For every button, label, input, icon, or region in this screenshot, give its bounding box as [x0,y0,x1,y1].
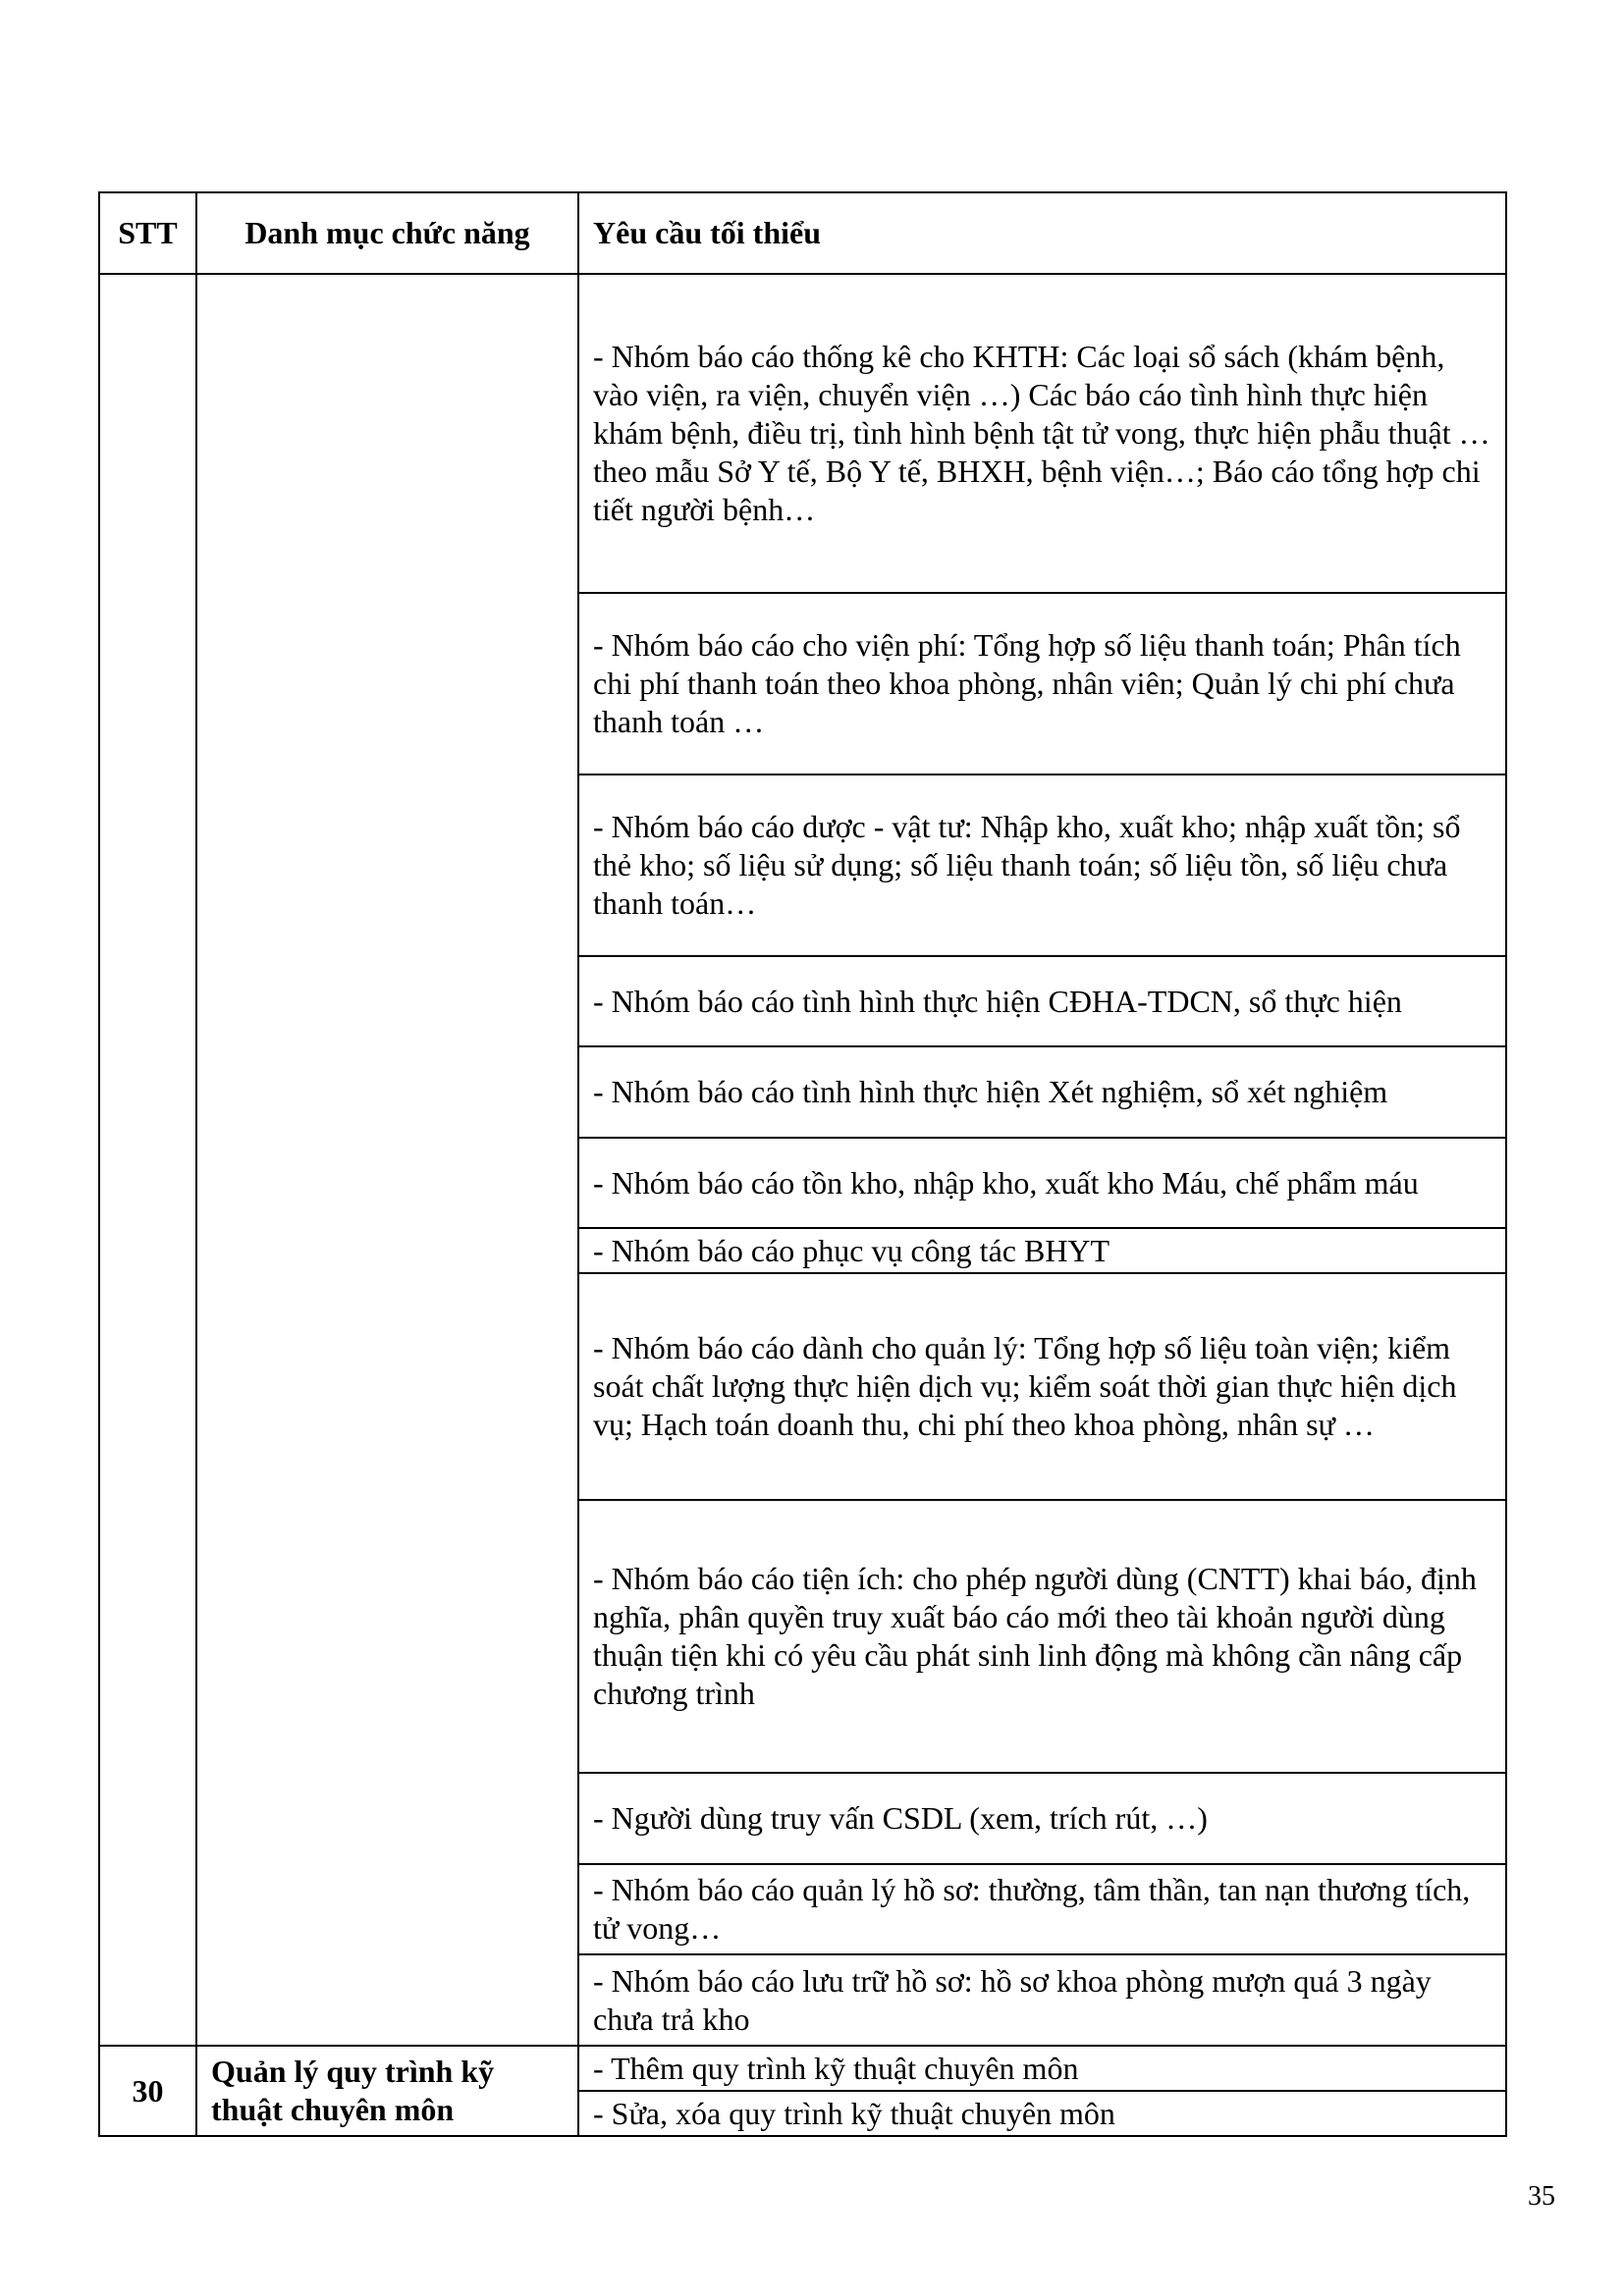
requirement-cell: - Nhóm báo cáo thống kê cho KHTH: Các loại sổ sách (khám bệnh, vào viện, ra viện, chuyển viện …) Các báo cáo tình hình thực hiện khám bệnh, điều trị, tình hình bệnh tật tử vong, thực hiện phẫu thuật …theo mẫu Sở Y tế, Bộ Y tế, BHXH, bệnh viện…; Báo cáo tổng hợp chi tiết người bệnh… [578,274,1506,593]
requirement-cell: - Nhóm báo cáo tình hình thực hiện Xét nghiệm, sổ xét nghiệm [578,1046,1506,1138]
requirement-cell: - Nhóm báo cáo quản lý hồ sơ: thường, tâm thần, tan nạn thương tích, tử vong… [578,1864,1506,1954]
page-number: 35 [1528,2181,1555,2212]
requirement-cell: - Nhóm báo cáo tồn kho, nhập kho, xuất kho Máu, chế phẩm máu [578,1138,1506,1228]
requirement-cell: - Nhóm báo cáo tiện ích: cho phép người dùng (CNTT) khai báo, định nghĩa, phân quyền truy xuất báo cáo mới theo tài khoản người dùng thuận tiện khi có yêu cầu phát sinh linh động mà không cần nâng cấp chương trình [578,1500,1506,1773]
requirement-cell: - Nhóm báo cáo cho viện phí: Tổng hợp số liệu thanh toán; Phân tích chi phí thanh toán theo khoa phòng, nhân viên; Quản lý chi phí chưa thanh toán … [578,593,1506,774]
table-row [99,274,1506,593]
requirement-cell: - Nhóm báo cáo tình hình thực hiện CĐHA-TDCN, sổ thực hiện [578,956,1506,1046]
header-requirements: Yêu cầu tối thiểu [578,192,1506,274]
requirement-cell: - Nhóm báo cáo lưu trữ hồ sơ: hồ sơ khoa phòng mượn quá 3 ngày chưa trả kho [578,1954,1506,2046]
header-stt: STT [99,192,196,274]
continued-function-cell [196,274,578,2046]
requirements-table [98,191,1507,2137]
requirement-cell: - Nhóm báo cáo dược - vật tư: Nhập kho, xuất kho; nhập xuất tồn; sổ thẻ kho; số liệu sử dụng; số liệu thanh toán; số liệu tồn, số liệu chưa thanh toán… [578,774,1506,956]
continued-stt-cell [99,274,196,2046]
item-30-function: Quản lý quy trình kỹ thuật chuyên môn [196,2046,578,2136]
header-function: Danh mục chức năng [196,192,578,274]
table-row [99,2046,1506,2091]
requirement-cell: - Nhóm báo cáo phục vụ công tác BHYT [578,1228,1506,1273]
requirement-cell: - Người dùng truy vấn CSDL (xem, trích rút, …) [578,1773,1506,1864]
table-header-row [99,192,1506,274]
requirement-cell: - Sửa, xóa quy trình kỹ thuật chuyên môn [578,2091,1506,2136]
requirement-cell: - Nhóm báo cáo dành cho quản lý: Tổng hợp số liệu toàn viện; kiểm soát chất lượng thực hiện dịch vụ; kiểm soát thời gian thực hiện dịch vụ; Hạch toán doanh thu, chi phí theo khoa phòng, nhân sự … [578,1273,1506,1500]
requirement-cell: - Thêm quy trình kỹ thuật chuyên môn [578,2046,1506,2091]
item-30-stt: 30 [99,2046,196,2136]
